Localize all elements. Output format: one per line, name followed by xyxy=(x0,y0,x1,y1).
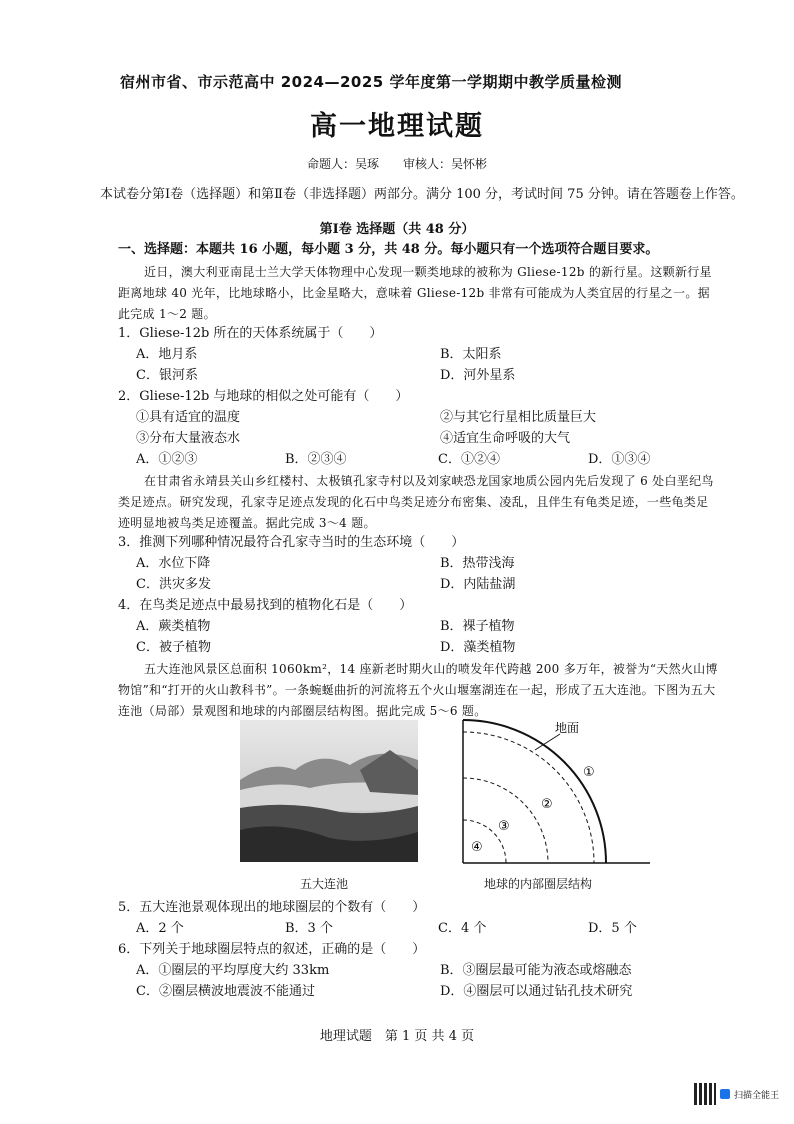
question-4-stem: 4．在鸟类足迹点中最易找到的植物化石是（ ） xyxy=(118,598,413,613)
q1-option-b: B．太阳系 xyxy=(440,347,502,362)
q2-statement-2: ②与其它行星相比质量巨大 xyxy=(440,410,597,425)
page-footer: 地理试题 第 1 页 共 4 页 xyxy=(319,1029,475,1044)
part1-heading: 第Ⅰ卷 选择题（共 48 分） xyxy=(319,222,475,237)
scanner-app-icon xyxy=(720,1089,730,1099)
question-5-stem: 5．五大连池景观体现出的地球圈层的个数有（ ） xyxy=(118,900,426,915)
passage-3: 五大连池风景区总面积 1060km²，14 座新老时期火山的喷发年代跨越 200 多万年，被誉为“天然火山博物馆”和“打开的火山教科书”。一条蜿蜒曲折的河流将五个火山堰塞湖连在一起，形成了五大连池。下图为五大连池（局部）景观图和地球的内部圈层结构图。据此完成 5～6 题。 xyxy=(118,662,718,718)
wudalianchi-photo xyxy=(240,720,418,862)
q2-option-b: B．②③④ xyxy=(285,452,347,467)
q1-option-c: C．银河系 xyxy=(136,368,198,383)
question-6-stem: 6．下列关于地球圈层特点的叙述，正确的是（ ） xyxy=(118,942,426,957)
layer-3-label: ③ xyxy=(498,819,510,834)
layer-2-label: ② xyxy=(541,797,553,812)
q2-statement-4: ④适宜生命呼吸的大气 xyxy=(440,431,571,446)
q4-option-a: A．蕨类植物 xyxy=(136,619,211,634)
qr-code-icon xyxy=(694,1083,716,1105)
q6-option-d: D．④圈层可以通过钻孔技术研究 xyxy=(440,984,633,999)
q6-option-b: B．③圈层最可能为液态或熔融态 xyxy=(440,963,632,978)
question-1-stem: 1．Gliese-12b 所在的天体系统属于（ ） xyxy=(118,326,383,341)
passage-1: 近日，澳大利亚南昆士兰大学天体物理中心发现一颗类地球的被称为 Gliese-12b 的新行星。这颗新行星距离地球 40 光年，比地球略小，比金星略大，意味着 Gliese-12b 非常有可能成为人类宜居的行星之一。据此完成 1～2 题。 xyxy=(118,265,712,321)
diagram-caption: 地球的内部圈层结构 xyxy=(484,877,593,891)
earth-layers-diagram xyxy=(455,718,655,868)
q2-option-a: A．①②③ xyxy=(136,452,198,467)
q1-option-a: A．地月系 xyxy=(136,347,198,362)
q3-option-d: D．内陆盐湖 xyxy=(440,577,516,592)
q6-option-a: A．①圈层的平均厚度大约 33km xyxy=(136,963,330,978)
passage-2: 在甘肃省永靖县关山乡红楼村、太极镇孔家寺村以及刘家峡恐龙国家地质公园内先后发现了 6 处白垩纪鸟类足迹点。研究发现，孔家寺足迹点发现的化石中鸟类足迹分布密集、凌乱，且伴生有龟类足迹，一些龟类足迹明显地被鸟类足迹覆盖。据此完成 3～4 题。 xyxy=(118,474,714,530)
q5-option-b: B．3 个 xyxy=(285,921,333,936)
page-title: 高一地理试题 xyxy=(310,111,484,142)
question-3-stem: 3．推测下列哪种情况最符合孔家寺当时的生态环境（ ） xyxy=(118,535,465,550)
photo-caption: 五大连池 xyxy=(300,877,349,891)
exam-school-line: 宿州市省、市示范高中 2024—2025 学年度第一学期期中教学质量检测 xyxy=(120,73,622,91)
q3-option-c: C．洪灾多发 xyxy=(136,577,211,592)
q4-option-c: C．被子植物 xyxy=(136,640,211,655)
layer-4-label: ④ xyxy=(471,840,483,855)
q5-option-c: C．4 个 xyxy=(438,921,487,936)
q6-option-c: C．②圈层横波地震波不能通过 xyxy=(136,984,315,999)
scanner-badge xyxy=(694,1081,780,1107)
layer-1-label: ① xyxy=(583,765,595,780)
q2-statement-1: ①具有适宜的温度 xyxy=(136,410,241,425)
question-2-stem: 2．Gliese-12b 与地球的相似之处可能有（ ） xyxy=(118,389,409,404)
section-heading: 一、选择题：本题共 16 小题，每小题 3 分，共 48 分。每小题只有一个选项符合题目要求。 xyxy=(118,242,659,257)
q5-option-d: D．5 个 xyxy=(588,921,637,936)
exam-intro: 本试卷分第Ⅰ卷（选择题）和第Ⅱ卷（非选择题）两部分。满分 100 分，考试时间 75 分钟。请在答题卷上作答。 xyxy=(100,187,744,202)
q5-option-a: A．2 个 xyxy=(136,921,184,936)
q2-option-c: C．①②④ xyxy=(438,452,500,467)
q2-option-d: D．①③④ xyxy=(588,452,651,467)
q4-option-b: B．裸子植物 xyxy=(440,619,515,634)
surface-label: 地面 xyxy=(555,721,580,735)
q2-statement-3: ③分布大量液态水 xyxy=(136,431,241,446)
badge-text: 扫描全能王 xyxy=(734,1090,780,1101)
q4-option-d: D．藻类植物 xyxy=(440,640,516,655)
q3-option-a: A．水位下降 xyxy=(136,556,211,571)
q3-option-b: B．热带浅海 xyxy=(440,556,515,571)
q1-option-d: D．河外星系 xyxy=(440,368,516,383)
authors-line: 命题人：吴琢 审核人：吴怀彬 xyxy=(306,157,487,171)
